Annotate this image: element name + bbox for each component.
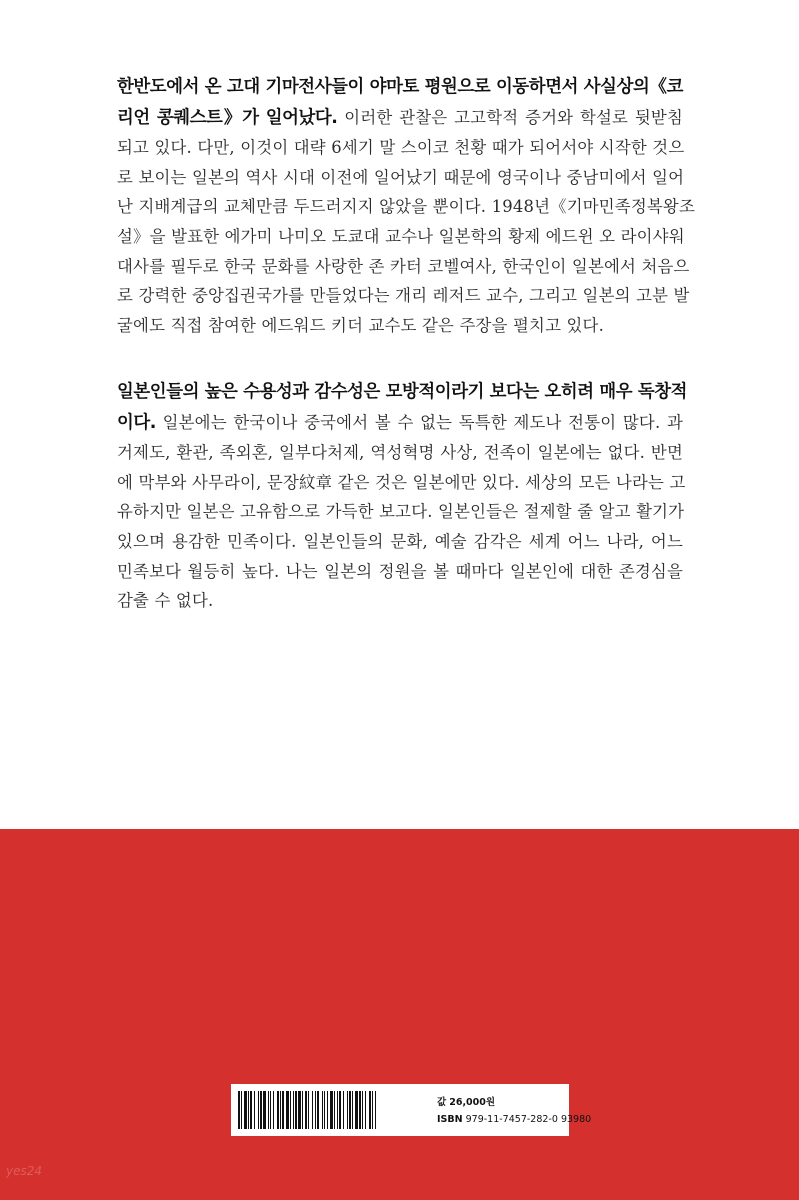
barcode-bar [347,1091,348,1129]
barcode-bar [268,1091,269,1129]
barcode-bar [362,1091,363,1129]
barcode-bar [295,1091,297,1129]
paragraph-2-line-8: 감출 수 없다. [117,591,214,611]
paragraph-1-line-8: 로 강력한 중앙집권국가를 만들었다는 개리 레저드 교수, 그리고 일본의 고분 발 [117,286,690,306]
barcode-bar [305,1091,307,1129]
barcode-bar [238,1091,240,1129]
barcode-bar [282,1091,284,1129]
barcode-bar [260,1091,262,1129]
paragraph-1-line-2 [117,103,683,134]
isbn-value: 979-11-7457-282-0 [465,1114,558,1125]
barcode-bar [365,1091,366,1129]
barcode-bar [317,1091,319,1129]
price-label: 값 [437,1097,447,1108]
barcode-bar [330,1091,333,1129]
watermark: yes24 [6,1164,43,1178]
barcode-bar [334,1091,335,1129]
barcode-bar [352,1091,353,1129]
paragraph-1-line-1 [117,72,683,103]
paragraph-2-line-2 [117,408,683,439]
paragraph-1-line-9: 굴에도 직접 참여한 에드워드 키더 교수도 같은 주장을 펼치고 있다. [117,315,604,335]
barcode-bar [302,1091,303,1129]
barcode-bar [286,1091,289,1129]
paragraph-1-line-3: 되고 있다. 다만, 이것이 대략 6세기 말 스이코 천황 때가 되어서야 시작한 것으 [117,138,685,158]
barcode-bar [349,1091,351,1129]
paragraph-1-line-6: 설》을 발표한 에가미 나미오 도쿄대 교수나 일본학의 황제 에드윈 오 라이샤워 [117,226,685,246]
barcode-bar [322,1091,323,1129]
isbn-addon: 93980 [560,1114,592,1125]
paragraph-1-line-4: 로 보이는 일본의 역사 시대 이전에 일어났기 때문에 영국이나 중남미에서 일어 [117,167,685,187]
barcode-bar [248,1091,249,1129]
barcode-bar [343,1091,344,1129]
paragraph-2-line-3: 거제도, 환관, 족외혼, 일부다처제, 역성혁명 사상, 전족이 일본에는 없다. 반면 [117,443,683,463]
barcode-bar [244,1091,247,1129]
paragraph-2-lead-2: 이다. [117,412,157,433]
barcode-bar [315,1091,316,1129]
barcode-bar [327,1091,328,1129]
paragraph-1-lead-2: 리언 콩퀘스트》가 일어났다. [117,107,338,128]
barcode-bar [298,1091,301,1129]
paragraph-1-lead-1: 한반도에서 온 고대 기마전사들이 야마토 평원으로 이동하면서 사실상의《코 [117,77,683,97]
barcode-bar [337,1091,338,1129]
barcode-bar [250,1091,252,1129]
barcode-bar [369,1091,371,1129]
isbn-label: ISBN [437,1114,463,1125]
barcode-bar [312,1091,313,1129]
paragraph-1-line-2-rest: 이러한 관찰은 고고학적 증거와 학설로 뒷받침 [337,107,683,127]
barcode-bar [273,1091,274,1129]
paragraph-1-line-5: 난 지배계급의 교체만큼 두드러지지 않았을 뿐이다. 1948년《기마민족정복왕조 [117,197,695,217]
barcode-bar [308,1091,309,1129]
barcode-bar [375,1091,376,1129]
barcode-bar [258,1091,259,1129]
red-band [0,829,799,1200]
barcode-image [237,1091,427,1129]
paragraph-2-line-2-rest: 일본에는 한국이나 중국에서 볼 수 없는 독특한 제도나 전통이 많다. 과 [156,412,683,432]
paragraph-2-lead-1: 일본인들의 높은 수용성과 감수성은 모방적이라기 보다는 오히려 매우 독창적 [117,382,688,402]
barcode-bar [280,1091,281,1129]
barcode-bar [355,1091,358,1129]
barcode-bar [293,1091,294,1129]
price-row [437,1094,591,1111]
barcode-box [231,1084,592,1136]
paragraph-2-line-7: 민족보다 월등히 높다. 나는 일본의 정원을 볼 때마다 일본인에 대한 존경심을 [117,561,683,581]
barcode-bar [254,1091,255,1129]
barcode-bar [270,1091,271,1129]
barcode-bar [324,1091,325,1129]
paragraph-2-line-6: 있으며 용감한 민족이다. 일본인들의 문화, 예술 감각은 세계 어느 나라, 어느 [117,531,683,551]
isbn-row [437,1111,591,1128]
barcode-bar [359,1091,361,1129]
paragraph-2-line-1 [117,377,688,408]
barcode-bar [339,1091,341,1129]
paragraph-2 [117,377,688,616]
barcode-bar [290,1091,291,1129]
paragraph-2-line-4: 에 막부와 사무라이, 문장紋章 같은 것은 일본에만 있다. 세상의 모든 나라는 고 [117,472,686,492]
paragraph-2-line-5: 유하지만 일본은 고유함으로 가득한 보고다. 일본인들은 절제할 줄 알고 활기가 [117,502,685,522]
price-info [437,1094,591,1128]
paragraph-1 [117,72,695,340]
barcode-bar [372,1091,373,1129]
barcode-bar [263,1091,266,1129]
paragraph-1-line-7: 대사를 필두로 한국 문화를 사랑한 존 카터 코벨여사, 한국인이 일본에서 처음으 [117,256,690,276]
barcode-bar [241,1091,242,1129]
barcode-bar [277,1091,279,1129]
price-value: 26,000원 [449,1097,496,1108]
